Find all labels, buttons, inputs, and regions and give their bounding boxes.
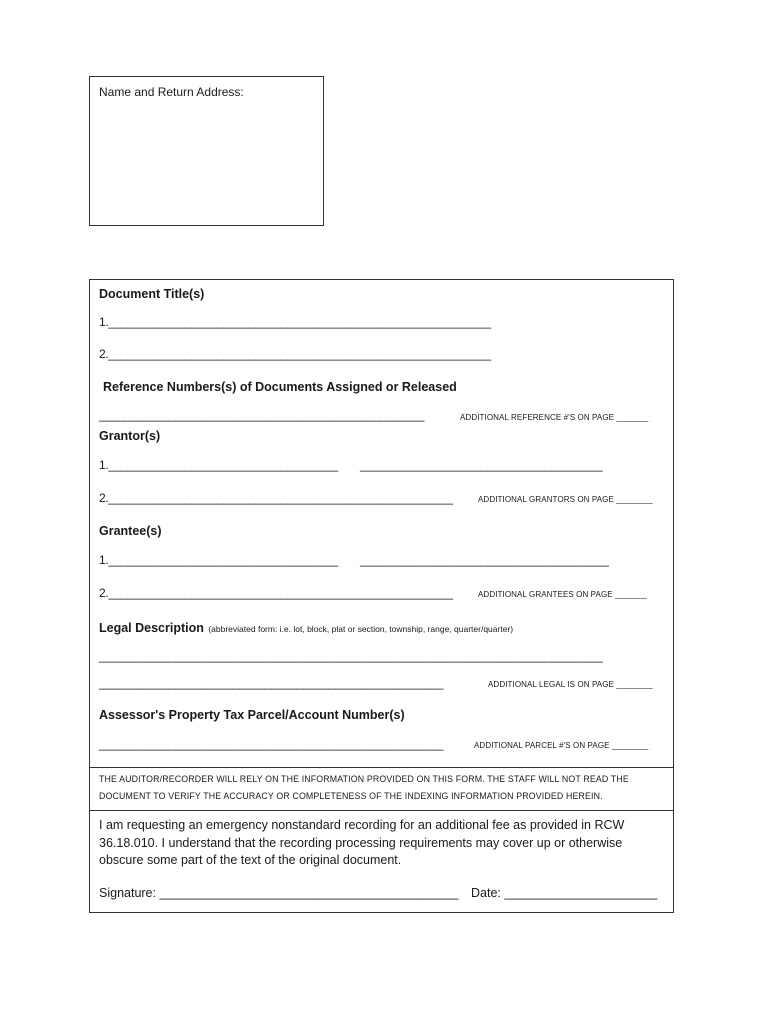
additional-grantors-note: ADDITIONAL GRANTORS ON PAGE ________	[478, 495, 653, 504]
parcel-heading: Assessor's Property Tax Parcel/Account Number(s)	[99, 708, 405, 722]
document-title-line-1[interactable]: 1.____________________________________________________________	[99, 315, 491, 329]
legal-description-line-2[interactable]: ______________________________________________________	[99, 676, 444, 690]
additional-parcel-note: ADDITIONAL PARCEL #'S ON PAGE ________	[474, 741, 649, 750]
return-address-box[interactable]	[89, 76, 324, 226]
reference-numbers-heading: Reference Numbers(s) of Documents Assigned or Released	[103, 380, 457, 394]
date-line[interactable]: Date: ______________________	[471, 886, 658, 900]
parcel-line[interactable]: ______________________________________________________	[99, 737, 444, 751]
emergency-request-text: I am requesting an emergency nonstandard recording for an additional fee as provided in RCW 36.18.010. I understand that the recording processing requirements may cover up or otherwise obscure some part of the text of the original document.	[99, 818, 625, 867]
return-address-label: Name and Return Address:	[99, 85, 244, 99]
notice-line-2: DOCUMENT TO VERIFY THE ACCURACY OR COMPLETENESS OF THE INDEXING INFORMATION PROVIDED HEREIN.	[99, 791, 603, 801]
grantee-line-1b[interactable]: _______________________________________	[360, 553, 609, 567]
additional-legal-note: ADDITIONAL LEGAL IS ON PAGE ________	[488, 680, 653, 689]
signature-line[interactable]: Signature: ___________________________________________	[99, 886, 459, 900]
legal-description-line-1[interactable]: _______________________________________________________________________________	[99, 649, 603, 663]
grantor-line-2[interactable]: 2.______________________________________________________	[99, 491, 453, 505]
notice-divider-bottom	[90, 810, 673, 811]
reference-numbers-line[interactable]: ___________________________________________________	[99, 408, 425, 422]
grantors-heading: Grantor(s)	[99, 429, 161, 443]
additional-reference-note: ADDITIONAL REFERENCE #'S ON PAGE _______	[460, 413, 649, 422]
cover-sheet-form	[89, 279, 674, 913]
legal-description-heading: Legal Description	[99, 621, 204, 635]
grantor-line-1a[interactable]: 1.____________________________________	[99, 458, 338, 472]
grantees-heading: Grantee(s)	[99, 524, 162, 538]
document-title-line-2[interactable]: 2.____________________________________________________________	[99, 347, 491, 361]
document-titles-heading: Document Title(s)	[99, 287, 205, 301]
grantee-line-2[interactable]: 2.______________________________________________________	[99, 586, 453, 600]
additional-grantees-note: ADDITIONAL GRANTEES ON PAGE _______	[478, 590, 647, 599]
notice-line-1: THE AUDITOR/RECORDER WILL RELY ON THE INFORMATION PROVIDED ON THIS FORM. THE STAFF WILL NOT READ THE	[99, 774, 629, 784]
legal-description-note: (abbreviated form: i.e. lot, block, plat or section, township, range, quarter/quarter)	[208, 624, 514, 634]
grantor-line-1b[interactable]: ______________________________________	[360, 458, 603, 472]
grantee-line-1a[interactable]: 1.____________________________________	[99, 553, 338, 567]
legal-description-row	[99, 619, 513, 637]
notice-divider-top	[90, 767, 673, 768]
